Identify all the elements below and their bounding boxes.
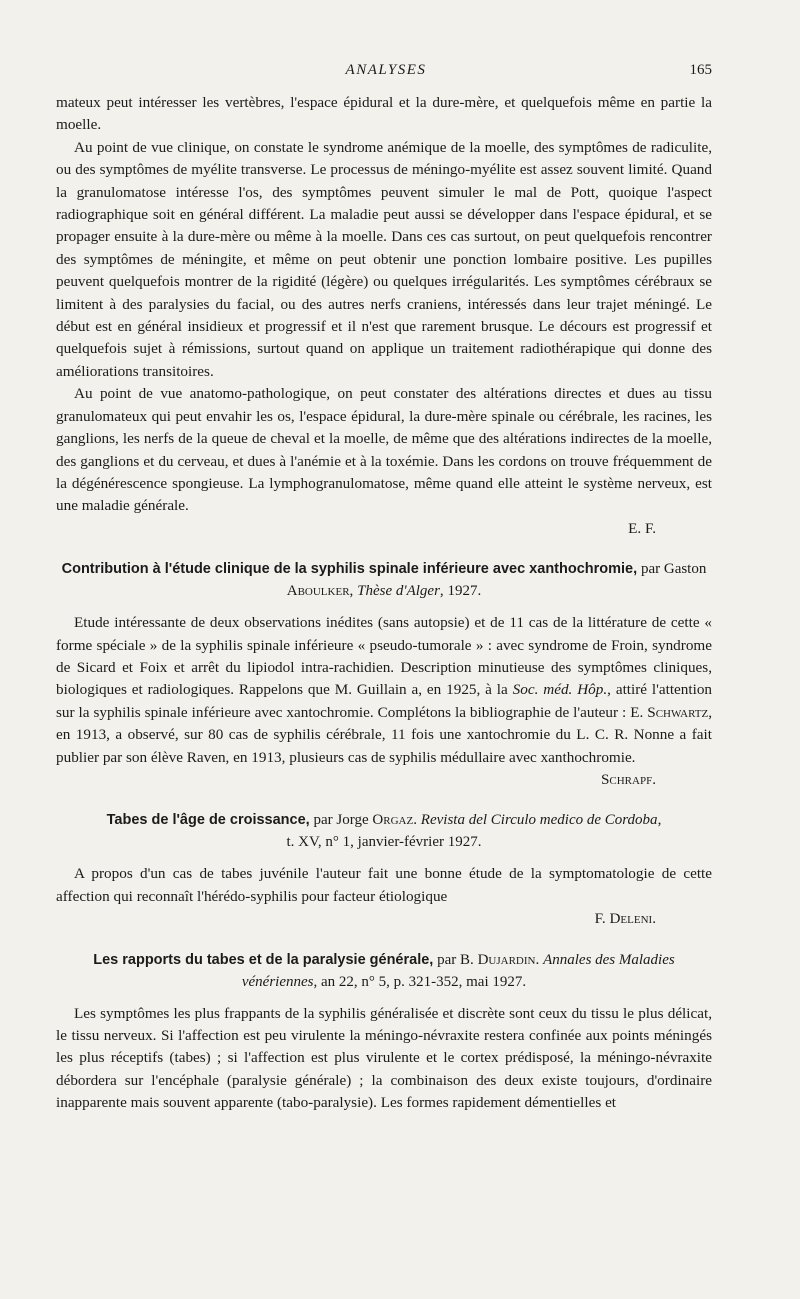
entry-journal: Revista del Circulo medico de Cordoba: [420, 812, 658, 829]
abstract-part-b: , attiré l'attention sur la syphilis spinale inférieure avec xantochromie. Complétons la bibliographie de l'auteur :: [56, 681, 713, 721]
entry-author-prefix: par B.: [437, 951, 474, 968]
signature-schrapf: Schrapf.: [600, 770, 656, 788]
page-body: [56, 92, 712, 1115]
entry-abstract-dujardin: Les symptômes les plus frappants de la syphilis généralisée et discrète sont ceux du tissu le plus délicat, le tissu nerveux. Si l'affection est peu virulente la méningo-névraxite restera confinée aux points méningés les plus réceptifs (tabes) ; si l'affection est plus virulente et le cortex prédisposé, la méningo-névraxite débordera sur l'encéphale (paralysie générale) ; la combinaison des deux existe toujours, d'ordinaire inapparente mais souvent apparente (tabo-paralysie). Les formes rapidement démentielles et: [56, 1004, 712, 1112]
entry-author-prefix: par Jorge: [313, 812, 369, 829]
paragraph-continuation: mateux peut intéresser les vertèbres, l'espace épidural et la dure-mère, et quelquefois même en partie la moelle.: [56, 94, 712, 134]
signature-deleni: F. Deleni.: [594, 910, 656, 928]
entry-source: Thèse d'Alger: [357, 583, 440, 600]
entry-title: Les rapports du tabes et de la paralysie générale,: [93, 951, 434, 968]
entry-heading-aboulker: Contribution à l'étude clinique de la syphilis spinale inférieure avec xanthochromie, par Gaston Aboulker, Thèse d'Alger, 1927.: [61, 561, 707, 600]
entry-citation: , an 22, n° 5, p. 321-352, mai 1927.: [313, 973, 527, 990]
paragraph-clinique: Au point de vue clinique, on constate le syndrome anémique de la moelle, des symptômes de radiculite, ou des symptômes de myélite transverse. Le processus de méningo-myélite est assez souvent limité. Quand la granulomatose intéresse l'os, des symptômes peuvent simuler le mal de Pott, quoique l'aspect radiographique soit en général différent. La maladie peut aussi se développer dans l'espace épidural, et se propager ensuite à la dure-mère ou même à la moelle. Dans ces cas surtout, on peut quelquefois rencontrer des symptômes de méningite, et même on peut obtenir une ponction lombaire positive. Les pupilles peuvent quelquefois montrer de la rigidité (légère) ou quelques irrégularités. Les symptômes cérébraux se limitent à des paralysies du facial, ou des autres nerfs craniens, intéressés dans leur trajet méningé. Le début est en général insidieux et progressif et il n'est que rarement brusque. Le décours est progressif et quelquefois sujet à rémissions, surtout quand on applique un traitement radiothérapique qui donne des améliorations transitoires.: [56, 138, 712, 380]
entry-abstract-orgaz: A propos d'un cas de tabes juvénile l'auteur fait une bonne étude de la symptomatologie de cette affection qui reconnaît l'hérédo-syphilis pour facteur étiologique: [56, 865, 712, 905]
entry-journal: Annales des Maladies vénériennes: [241, 951, 675, 990]
entry-author-prefix: par Gaston: [640, 561, 707, 578]
signature-ef: E. F.: [628, 519, 656, 537]
page-number: 165: [689, 62, 712, 78]
paragraph-anatomo-pathologique: Au point de vue anatomo-pathologique, on peut constater des altérations directes et dues au tissu granulomateux qui peut envahir les os, l'espace épidural, la dure-mère spinale ou cérébrale, les racines, les ganglions, les nerfs de la queue de cheval et la moelle, de même que des altérations indirectes de la moelle, des ganglions et du cerveau, et dues à l'anémie et à la toxémie. Dans les cordons on trouve fréquemment de la dégénérescence spongieuse. La lymphogranulomatose, même quand elle atteint le système nerveux, est une maladie générale.: [56, 385, 712, 515]
entry-author: Orgaz: [372, 812, 414, 829]
entry-title: Tabes de l'âge de croissance,: [106, 812, 310, 829]
entry-title: Contribution à l'étude clinique de la syphilis spinale inférieure avec xanthochromie,: [61, 561, 638, 578]
cited-author: E. Schwartz: [630, 703, 709, 721]
entry-heading-orgaz: Tabes de l'âge de croissance, par Jorge Orgaz. Revista del Circulo medico de Cordoba, t. XV, n° 1, janvier-février 1927.: [106, 811, 662, 851]
entry-author: Dujardin: [477, 951, 536, 968]
entry-volume: t. XV, n° 1, janvier-février 1927.: [286, 834, 482, 851]
running-title: ANALYSES: [345, 62, 427, 78]
running-header: [60, 62, 712, 82]
entry-abstract-aboulker: [56, 612, 712, 769]
entry-author: Aboulker: [286, 583, 350, 600]
entry-heading-dujardin: Les rapports du tabes et de la paralysie générale, par B. Dujardin. Annales des Maladies vénériennes, an 22, n° 5, p. 321-352, mai 1927.: [93, 950, 675, 990]
entry-year: 1927.: [447, 583, 482, 600]
journal-abbrev: Soc. méd. Hôp.: [512, 681, 608, 699]
abstract-part-c: , en 1913, a observé, sur 80 cas de syphilis cérébrale, 11 fois une xantochromie du L. C. R. Nonne a fait publier par son élève Raven, en 1913, plusieurs cas de syphilis médullaire avec xanthochromie.: [56, 703, 712, 766]
abstract-part-a: Etude intéressante de deux observations inédites (sans autopsie) et de 11 cas de la littérature de cette « forme spéciale » de la syphilis spinale inférieure « pseudo-tumorale » : avec syndrome de Froin, syndrome de Sicard et Foix et arrêt du lipiodol intra-rachidien. Description minutieuse des symptômes cliniques, biologiques et radiologiques. Rappelons que M. Guillain a, en 1925, à la: [56, 614, 712, 699]
